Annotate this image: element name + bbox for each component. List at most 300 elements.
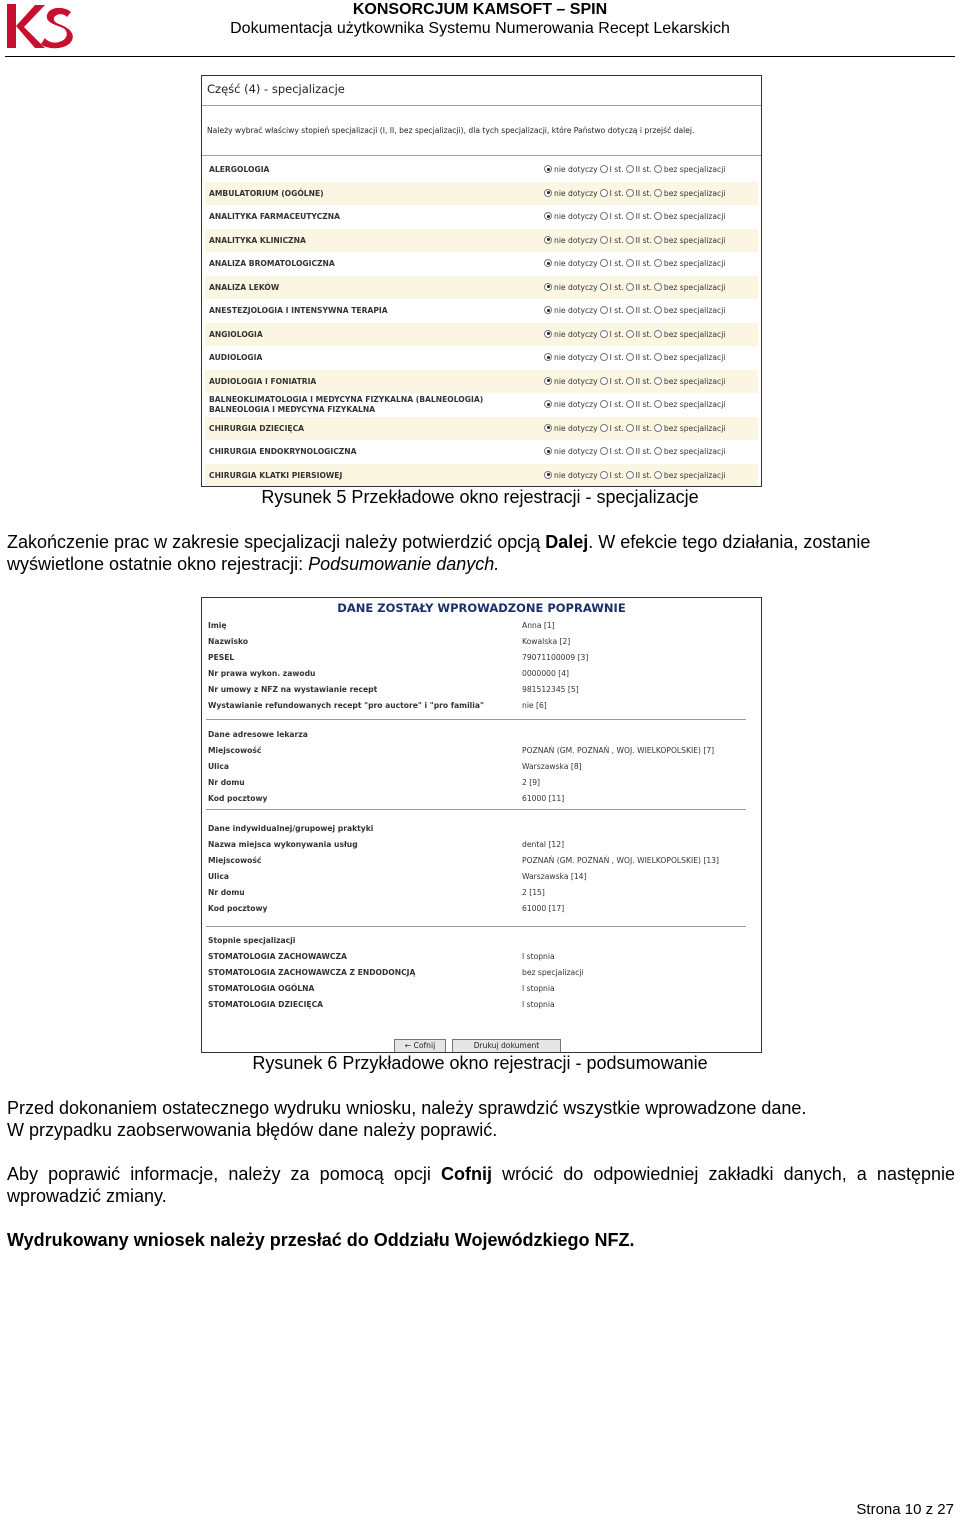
degree-options — [544, 306, 727, 315]
degree-options — [544, 471, 727, 480]
field-value: I stopnia — [522, 952, 555, 961]
degree-option[interactable] — [544, 377, 598, 386]
radio-button[interactable] — [600, 400, 608, 408]
degree-option[interactable] — [544, 447, 598, 456]
specialization-name — [209, 236, 306, 246]
specialization-name-line: AUDIOLOGIA — [209, 353, 263, 362]
degree-options — [544, 236, 727, 245]
degree-option[interactable] — [654, 424, 726, 433]
field-value: 2 [9] — [522, 778, 541, 787]
field-label: STOMATOLOGIA OGÓLNA — [208, 984, 315, 993]
field-value: Warszawska [14] — [522, 872, 587, 881]
degree-option-label: I st. — [609, 235, 624, 245]
degree-options — [544, 353, 727, 362]
degree-option-label: I st. — [609, 353, 624, 362]
paragraph-text: wrócić do odpowiedniej zakładki danych, a następnie wprowadzić zmiany. — [7, 1164, 955, 1206]
summary-row — [207, 872, 757, 886]
degree-option-label: bez specjalizacji — [663, 423, 726, 433]
specialization-name — [209, 377, 316, 387]
field-value: POZNAŃ (GM. POZNAŃ , WOJ. WIELKOPOLSKIE) [13] — [522, 856, 719, 865]
radio-button[interactable] — [600, 165, 608, 173]
radio-button[interactable] — [626, 165, 634, 173]
specialization-name-line: CHIRURGIA DZIECIĘCA — [209, 423, 305, 433]
degree-option[interactable] — [626, 330, 652, 339]
degree-option[interactable] — [654, 236, 726, 245]
degree-option[interactable] — [654, 259, 726, 268]
degree-option[interactable] — [600, 330, 624, 339]
summary-row — [207, 952, 757, 966]
degree-option[interactable] — [600, 447, 624, 456]
field-value: Anna [1] — [522, 621, 555, 630]
field-label: Nazwa miejsca wykonywania usług — [208, 840, 358, 849]
degree-option[interactable] — [654, 400, 726, 409]
degree-option[interactable] — [654, 306, 726, 315]
degree-option[interactable] — [626, 259, 652, 268]
radio-button[interactable] — [600, 447, 608, 455]
degree-option-label: bez specjalizacji — [663, 235, 726, 245]
section-title: Dane adresowe lekarza — [208, 730, 308, 739]
radio-button[interactable] — [600, 377, 608, 385]
degree-option-label: I st. — [609, 306, 624, 315]
summary-row — [207, 685, 757, 699]
specialization-name-line: ANALITYKA KLINICZNA — [209, 235, 306, 245]
cofnij-option: Cofnij — [440, 1164, 492, 1184]
section-title: Dane indywidualnej/grupowej praktyki — [208, 824, 374, 833]
degree-option[interactable] — [544, 236, 598, 245]
degree-option-label: bez specjalizacji — [663, 282, 726, 292]
radio-button[interactable] — [626, 306, 634, 314]
radio-button[interactable] — [654, 353, 662, 361]
summary-title: DANE ZOSTAŁY WPROWADZONE POPRAWNIE — [337, 601, 626, 615]
degree-option-label: II st. — [635, 376, 652, 386]
paragraph-text: . W efekcie tego działania, zostanie wyświetlone ostatnie okno rejestracji: — [7, 532, 871, 574]
radio-button[interactable] — [544, 353, 552, 361]
degree-option[interactable] — [654, 471, 726, 480]
specialization-row — [205, 417, 758, 441]
degree-option-label: bez specjalizacji — [663, 212, 726, 221]
degree-option[interactable] — [600, 424, 624, 433]
degree-option[interactable] — [544, 330, 598, 339]
degree-option[interactable] — [600, 212, 624, 221]
degree-option[interactable] — [654, 353, 726, 362]
degree-option-label: nie dotyczy — [554, 165, 598, 174]
field-label: PESEL — [208, 653, 235, 662]
degree-option[interactable] — [544, 400, 598, 409]
summary-row — [207, 746, 757, 760]
degree-option[interactable] — [626, 353, 652, 362]
degree-option-label: II st. — [635, 423, 652, 433]
radio-button[interactable] — [626, 377, 634, 385]
radio-button[interactable] — [626, 212, 634, 220]
summary-row — [207, 794, 757, 808]
paragraph-verify — [7, 1097, 955, 1141]
radio-button[interactable] — [626, 236, 634, 244]
degree-option-label: I st. — [609, 447, 624, 456]
summary-row — [207, 778, 757, 792]
specialization-name-line: BALNEOLOGIA I MEDYCYNA FIZYKALNA — [209, 404, 376, 414]
degree-option[interactable] — [600, 306, 624, 315]
radio-button[interactable] — [544, 377, 552, 385]
degree-option[interactable] — [654, 283, 726, 292]
degree-option-label: I st. — [609, 376, 624, 386]
section-divider — [206, 926, 746, 927]
degree-option-label: II st. — [635, 259, 652, 268]
degree-option-label: nie dotyczy — [554, 376, 598, 386]
degree-option-label: bez specjalizacji — [663, 470, 726, 480]
degree-option-label: nie dotyczy — [554, 423, 598, 433]
degree-option[interactable] — [654, 330, 726, 339]
degree-option-label: I st. — [609, 329, 624, 339]
paragraph-confirm — [7, 531, 955, 575]
specialization-name-line: ANESTEZJOLOGIA I INTENSYWNA TERAPIA — [209, 306, 388, 315]
section-divider — [206, 719, 746, 720]
radio-button[interactable] — [654, 377, 662, 385]
specialization-name-line: ANALIZA BROMATOLOGICZNA — [209, 259, 335, 268]
degree-option[interactable] — [654, 377, 726, 386]
radio-button[interactable] — [544, 447, 552, 455]
field-label: Ulica — [208, 762, 229, 771]
specialization-name — [209, 424, 304, 434]
specialization-row — [205, 393, 758, 417]
radio-button[interactable] — [654, 189, 662, 197]
print-document-button[interactable]: Drukuj dokument — [452, 1039, 561, 1053]
degree-option[interactable] — [654, 447, 726, 456]
degree-option-label: nie dotyczy — [554, 400, 598, 409]
summary-row — [207, 984, 757, 998]
field-label: Nr domu — [208, 778, 245, 787]
degree-option[interactable] — [544, 212, 598, 221]
paragraph-text: Aby poprawić informacje, należy za pomocą opcji — [7, 1164, 441, 1184]
field-label: Wystawianie refundowanych recept "pro auctore" i "pro familia" — [208, 701, 484, 710]
specialization-row — [205, 323, 758, 347]
degree-option-label: nie dotyczy — [554, 306, 598, 315]
specialization-name — [209, 471, 342, 481]
degree-option[interactable] — [544, 471, 598, 480]
summary-row — [207, 904, 757, 918]
degree-option-label: II st. — [635, 188, 652, 198]
summary-row — [207, 669, 757, 683]
radio-button[interactable] — [654, 259, 662, 267]
degree-option[interactable] — [626, 212, 652, 221]
degree-options — [544, 283, 727, 292]
header-subtitle: Dokumentacja użytkownika Systemu Numerowania Recept Lekarskich — [230, 20, 730, 37]
field-value: bez specjalizacji — [522, 968, 584, 977]
summary-row — [207, 653, 757, 667]
degree-option[interactable] — [544, 306, 598, 315]
radio-button[interactable] — [544, 400, 552, 408]
radio-button[interactable] — [626, 471, 634, 479]
degree-option[interactable] — [544, 353, 598, 362]
degree-option-label: II st. — [635, 353, 652, 362]
degree-option-label: I st. — [609, 259, 624, 268]
degree-option-label: nie dotyczy — [554, 447, 598, 456]
specialization-name — [209, 259, 335, 269]
degree-option[interactable] — [600, 353, 624, 362]
degree-option-label: bez specjalizacji — [663, 447, 726, 456]
radio-button[interactable] — [654, 283, 662, 291]
radio-button[interactable] — [544, 283, 552, 291]
degree-option-label: bez specjalizacji — [663, 165, 726, 174]
field-label: Ulica — [208, 872, 229, 881]
degree-option[interactable] — [600, 377, 624, 386]
degree-option-label: II st. — [635, 306, 652, 315]
summary-row — [207, 1000, 757, 1014]
radio-button[interactable] — [626, 259, 634, 267]
specialization-name-line: ANALITYKA FARMACEUTYCZNA — [209, 212, 340, 221]
specialization-name-line: ANGIOLOGIA — [209, 329, 263, 339]
radio-button[interactable] — [544, 306, 552, 314]
degree-option-label: II st. — [635, 212, 652, 221]
radio-button[interactable] — [600, 259, 608, 267]
radio-button[interactable] — [600, 189, 608, 197]
specialization-name-line: CHIRURGIA KLATKI PIERSIOWEJ — [209, 470, 343, 480]
degree-option-label: II st. — [635, 165, 652, 174]
degree-option-label: bez specjalizacji — [663, 376, 726, 386]
degree-option-label: I st. — [609, 282, 624, 292]
field-value: 61000 [17] — [522, 904, 565, 913]
degree-option[interactable] — [626, 165, 652, 174]
specialization-row — [205, 370, 758, 394]
radio-button[interactable] — [600, 236, 608, 244]
degree-option-label: nie dotyczy — [554, 235, 598, 245]
specialization-name — [209, 189, 324, 199]
degree-options — [544, 165, 727, 174]
field-value: 2 [15] — [522, 888, 545, 897]
radio-button[interactable] — [654, 306, 662, 314]
radio-button[interactable] — [654, 212, 662, 220]
field-value: Warszawska [8] — [522, 762, 582, 771]
degree-option-label: bez specjalizacji — [663, 188, 726, 198]
radio-button[interactable] — [600, 424, 608, 432]
specializations-window — [201, 75, 762, 487]
degree-option[interactable] — [544, 424, 598, 433]
summary-row — [207, 762, 757, 776]
degree-option-label: nie dotyczy — [554, 329, 598, 339]
instruction-divider — [202, 155, 761, 156]
paragraph-text: Zakończenie prac w zakresie specjalizacji należy potwierdzić opcją — [7, 532, 546, 552]
degree-options — [544, 400, 727, 409]
degree-option-label: II st. — [635, 329, 652, 339]
radio-button[interactable] — [544, 212, 552, 220]
field-label: Imię — [208, 621, 227, 630]
dalej-option: Dalej — [545, 532, 589, 552]
field-label: STOMATOLOGIA DZIECIĘCA — [208, 1000, 324, 1009]
field-value: nie [6] — [522, 701, 547, 710]
degree-option[interactable] — [600, 259, 624, 268]
degree-option[interactable] — [654, 189, 726, 198]
degree-option[interactable] — [626, 306, 652, 315]
radio-button[interactable] — [544, 471, 552, 479]
specialization-name-line: AMBULATORIUM (OGÓLNE) — [209, 188, 324, 198]
radio-button[interactable] — [626, 189, 634, 197]
paragraph-send: Wydrukowany wniosek należy przesłać do Oddziału Wojewódzkiego NFZ. — [7, 1230, 635, 1250]
radio-button[interactable] — [626, 400, 634, 408]
radio-button[interactable] — [654, 236, 662, 244]
title-divider — [202, 105, 761, 106]
field-value: I stopnia — [522, 984, 555, 993]
degree-option[interactable] — [544, 165, 598, 174]
summary-row — [207, 856, 757, 870]
specialization-row — [205, 158, 758, 182]
summary-row — [207, 637, 757, 651]
degree-option[interactable] — [600, 165, 624, 174]
degree-option-label: nie dotyczy — [554, 188, 598, 198]
summary-row — [207, 888, 757, 902]
radio-button[interactable] — [654, 471, 662, 479]
specialization-row — [205, 440, 758, 464]
degree-option[interactable] — [600, 236, 624, 245]
degree-option-label: nie dotyczy — [554, 353, 598, 362]
radio-button[interactable] — [600, 212, 608, 220]
degree-option[interactable] — [626, 447, 652, 456]
summary-row — [207, 621, 757, 635]
degree-options — [544, 259, 727, 268]
specialization-list — [205, 158, 758, 487]
field-value: dental [12] — [522, 840, 565, 849]
radio-button[interactable] — [600, 330, 608, 338]
specialization-row — [205, 276, 758, 300]
degree-option-label: I st. — [609, 470, 624, 480]
degree-options — [544, 212, 727, 221]
radio-button[interactable] — [654, 447, 662, 455]
figure5-caption: Rysunek 5 Przekładowe okno rejestracji - specjalizacje — [261, 487, 699, 507]
degree-option[interactable] — [626, 189, 652, 198]
radio-button[interactable] — [600, 471, 608, 479]
degree-option-label: bez specjalizacji — [663, 259, 726, 268]
field-label: STOMATOLOGIA ZACHOWAWCZA — [208, 952, 347, 961]
degree-option[interactable] — [544, 283, 598, 292]
degree-option[interactable] — [626, 471, 652, 480]
field-label: Miejscowość — [208, 746, 262, 755]
radio-button[interactable] — [600, 283, 608, 291]
degree-option[interactable] — [600, 283, 624, 292]
degree-option[interactable] — [654, 165, 726, 174]
degree-option-label: bez specjalizacji — [663, 400, 726, 409]
degree-option-label: I st. — [609, 400, 624, 409]
field-label: STOMATOLOGIA ZACHOWAWCZA Z ENDODONCJĄ — [208, 968, 416, 977]
radio-button[interactable] — [654, 400, 662, 408]
window-title: Część (4) - specjalizacje — [207, 82, 345, 96]
radio-button[interactable] — [544, 236, 552, 244]
specialization-row — [205, 299, 758, 323]
field-value: Kowalska [2] — [522, 637, 571, 646]
degree-option-label: II st. — [635, 400, 652, 409]
field-value: POZNAŃ (GM. POZNAŃ , WOJ. WIELKOPOLSKIE) [7] — [522, 746, 715, 755]
specialization-name-line: AUDIOLOGIA I FONIATRIA — [209, 376, 317, 386]
radio-button[interactable] — [626, 353, 634, 361]
radio-button[interactable] — [544, 165, 552, 173]
degree-option[interactable] — [600, 400, 624, 409]
field-label: Miejscowość — [208, 856, 262, 865]
degree-option[interactable] — [626, 236, 652, 245]
specialization-name — [209, 306, 388, 316]
field-value: 79071100009 [3] — [522, 653, 589, 662]
radio-button[interactable] — [654, 165, 662, 173]
specialization-name — [209, 353, 262, 363]
radio-button[interactable] — [626, 447, 634, 455]
degree-option-label: I st. — [609, 188, 624, 198]
degree-option-label: I st. — [609, 165, 624, 174]
degree-option-label: bez specjalizacji — [663, 353, 726, 362]
specialization-name — [209, 330, 263, 340]
radio-button[interactable] — [654, 330, 662, 338]
degree-option[interactable] — [626, 424, 652, 433]
paragraph-correct — [7, 1163, 955, 1207]
degree-options — [544, 330, 727, 339]
specialization-row — [205, 182, 758, 206]
radio-button[interactable] — [544, 189, 552, 197]
degree-option-label: I st. — [609, 212, 624, 221]
radio-button[interactable] — [654, 424, 662, 432]
degree-option[interactable] — [600, 471, 624, 480]
specialization-name — [209, 447, 357, 457]
summary-window-name: Podsumowanie danych. — [308, 554, 500, 574]
figure6-caption: Rysunek 6 Przykładowe okno rejestracji - podsumowanie — [252, 1053, 708, 1073]
radio-button[interactable] — [626, 330, 634, 338]
radio-button[interactable] — [544, 330, 552, 338]
degree-option[interactable] — [626, 283, 652, 292]
degree-option[interactable] — [600, 189, 624, 198]
radio-button[interactable] — [544, 424, 552, 432]
field-label: Nazwisko — [208, 637, 249, 646]
specialization-name-line: ALERGOLOGIA — [209, 165, 270, 174]
field-value: I stopnia — [522, 1000, 555, 1009]
degree-options — [544, 377, 727, 386]
specialization-name-line: ANALIZA LEKÓW — [209, 282, 280, 292]
specialization-name — [209, 212, 340, 222]
header-company: KONSORCJUM KAMSOFT – SPIN — [352, 1, 608, 18]
specialization-name — [209, 165, 269, 175]
field-label: Kod pocztowy — [208, 794, 268, 803]
radio-button[interactable] — [600, 306, 608, 314]
field-label: Kod pocztowy — [208, 904, 268, 913]
page-number: Strona 10 z 27 — [856, 1501, 954, 1518]
specialization-row — [205, 229, 758, 253]
specialization-row — [205, 205, 758, 229]
summary-row — [207, 701, 757, 715]
specialization-name-line: CHIRURGIA ENDOKRYNOLOGICZNA — [209, 447, 357, 456]
degree-option[interactable] — [544, 189, 598, 198]
radio-button[interactable] — [626, 424, 634, 432]
degree-option[interactable] — [626, 400, 652, 409]
degree-option-label: bez specjalizacji — [663, 306, 726, 315]
specialization-row — [205, 252, 758, 276]
radio-button[interactable] — [544, 259, 552, 267]
paragraph-line: Przed dokonaniem ostatecznego wydruku wniosku, należy sprawdzić wszystkie wprowadzone dane. — [7, 1098, 807, 1118]
radio-button[interactable] — [626, 283, 634, 291]
field-value: 981512345 [5] — [522, 685, 579, 694]
degree-options — [544, 424, 727, 433]
radio-button[interactable] — [600, 353, 608, 361]
summary-row — [207, 840, 757, 854]
field-label: Nr prawa wykon. zawodu — [208, 669, 316, 678]
degree-option[interactable] — [654, 212, 726, 221]
degree-option-label: II st. — [635, 470, 652, 480]
degree-option-label: nie dotyczy — [554, 470, 598, 480]
degree-option[interactable] — [626, 377, 652, 386]
field-value: 61000 [11] — [522, 794, 565, 803]
back-button[interactable]: ← Cofnij — [394, 1039, 446, 1053]
degree-option-label: II st. — [635, 282, 652, 292]
degree-option-label: I st. — [609, 423, 624, 433]
field-label: Nr domu — [208, 888, 245, 897]
header-divider — [5, 56, 955, 57]
field-value: 0000000 [4] — [522, 669, 569, 678]
specialization-row — [205, 464, 758, 488]
section-title: Stopnie specjalizacji — [208, 936, 296, 945]
degree-option[interactable] — [544, 259, 598, 268]
specialization-name-line: BALNEOKLIMATOLOGIA I MEDYCYNA FIZYKALNA (BALNEOLOGIA) — [209, 395, 484, 404]
